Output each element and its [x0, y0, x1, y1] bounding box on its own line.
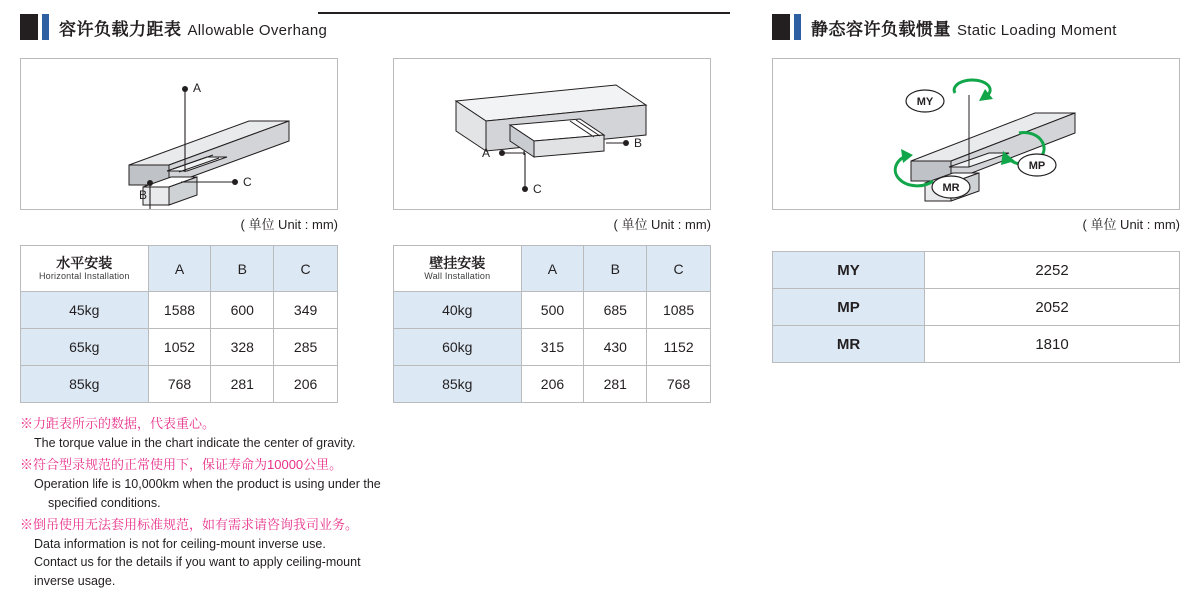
cell-value-a: 1588	[148, 292, 211, 329]
table-row	[21, 246, 338, 292]
header-cell-c: C	[274, 246, 338, 292]
header-label-cn: 壁挂安装	[429, 255, 486, 272]
table-row	[773, 326, 1180, 363]
table-row	[394, 366, 711, 403]
figure-moment-svg	[773, 59, 1179, 209]
cell-value-c: 768	[647, 366, 711, 403]
figure1-unit-label: ( 单位 Unit : mm)	[240, 217, 338, 232]
note-text-en: specified conditions.	[48, 495, 161, 510]
cell-value-my: 2252	[925, 252, 1180, 289]
table-horizontal-installation	[20, 245, 338, 403]
note-text-en: Data information is not for ceiling-mount inverse use.	[34, 536, 326, 551]
note-text-en: Contact us for the details if you want to apply ceiling-mount	[34, 555, 361, 570]
section-title-left-cn: 容许负载力距表	[59, 19, 182, 39]
table-row	[394, 246, 711, 292]
figure2-unit-label: ( 单位 Unit : mm)	[613, 217, 711, 232]
cell-value-c: 285	[274, 329, 338, 366]
figure-static-loading-moment	[772, 58, 1180, 210]
note-item	[20, 455, 540, 513]
cell-value-a: 768	[148, 366, 211, 403]
cell-value-a: 1052	[148, 329, 211, 366]
header-label-cn: 水平安装	[56, 255, 113, 272]
figure3-label-my: MY	[916, 96, 934, 108]
cell-row-label: 45kg	[21, 292, 149, 329]
figure3-unit-label: ( 单位 Unit : mm)	[1082, 217, 1180, 232]
note-text-en: Operation life is 10,000km when the product is using under the	[34, 477, 381, 492]
header-cell-install-type	[394, 246, 522, 292]
section-title-right	[811, 15, 1117, 40]
figure3-label-mp: MP	[1028, 160, 1046, 172]
cell-row-label: 85kg	[394, 366, 522, 403]
cell-row-label: 85kg	[21, 366, 149, 403]
cell-value-c: 206	[274, 366, 338, 403]
figure1-label-c: C	[243, 175, 252, 189]
table-horizontal-body	[21, 292, 338, 403]
table-row	[21, 329, 338, 366]
figure1-label-b: B	[139, 188, 148, 202]
figure2-label-a: A	[482, 146, 491, 160]
figure-wall-installation	[393, 58, 711, 210]
table-row	[773, 289, 1180, 326]
header-bar-blue-right	[794, 14, 801, 40]
section-header-left	[20, 14, 327, 40]
note-text-cn: ※倒吊使用无法套用标准规范，如有需求请咨询我司业务。	[20, 516, 359, 532]
cell-value-mp: 2052	[925, 289, 1180, 326]
cell-axis-mp: MP	[773, 289, 925, 326]
cell-value-a: 315	[521, 329, 584, 366]
header-rule-left	[318, 12, 730, 14]
note-text-en: The torque value in the chart indicate the center of gravity.	[34, 436, 356, 451]
figure-horizontal-installation	[20, 58, 338, 210]
cell-value-c: 349	[274, 292, 338, 329]
cell-value-b: 281	[211, 366, 274, 403]
note-text-en: inverse usage.	[34, 574, 116, 589]
header-label-en: Wall Installation	[424, 271, 491, 282]
table-wall-head	[394, 246, 711, 292]
table-row	[21, 366, 338, 403]
table-static-loading-moment	[772, 251, 1180, 363]
note-item	[20, 414, 540, 453]
table-moment-body	[773, 252, 1180, 363]
header-bar-dark-left	[20, 14, 38, 40]
cell-value-mr: 1810	[925, 326, 1180, 363]
note-text-cn: ※力距表所示的数据，代表重心。	[20, 416, 216, 431]
section-title-right-cn: 静态容许负载惯量	[811, 19, 951, 39]
header-bar-dark-right	[772, 14, 790, 40]
table-row	[394, 292, 711, 329]
section-title-left-en: Allowable Overhang	[187, 21, 328, 39]
notes-block	[20, 414, 540, 593]
section-title-left	[59, 15, 327, 40]
table-row	[773, 252, 1180, 289]
cell-axis-my: MY	[773, 252, 925, 289]
table-row	[394, 329, 711, 366]
cell-row-label: 65kg	[21, 329, 149, 366]
figure1-label-a: A	[193, 81, 202, 95]
figure-wall-svg	[394, 59, 710, 209]
note-text-cn: ※符合型录规范的正常使用下，保证寿命为10000公里。	[20, 456, 343, 472]
cell-value-b: 600	[211, 292, 274, 329]
cell-value-b: 328	[211, 329, 274, 366]
table-wall-installation	[393, 245, 711, 403]
cell-value-c: 1085	[647, 292, 711, 329]
cell-axis-mr: MR	[773, 326, 925, 363]
figure2-label-b: B	[634, 136, 643, 150]
table-wall-body	[394, 292, 711, 403]
note-item	[20, 515, 540, 591]
cell-value-c: 1152	[647, 329, 711, 366]
table-horizontal-head	[21, 246, 338, 292]
table-row	[21, 292, 338, 329]
figure3-label-mr: MR	[942, 182, 960, 194]
header-cell-install-type	[21, 246, 149, 292]
cell-value-a: 206	[521, 366, 584, 403]
figure-horizontal-svg	[21, 59, 337, 209]
header-cell-a: A	[148, 246, 211, 292]
cell-value-b: 430	[584, 329, 647, 366]
section-header-right	[772, 14, 1117, 40]
header-cell-b: B	[211, 246, 274, 292]
header-cell-b: B	[584, 246, 647, 292]
header-cell-a: A	[521, 246, 584, 292]
cell-row-label: 60kg	[394, 329, 522, 366]
figure2-label-c: C	[533, 182, 542, 196]
header-label-en: Horizontal Installation	[38, 271, 130, 282]
cell-row-label: 40kg	[394, 292, 522, 329]
cell-value-b: 685	[584, 292, 647, 329]
section-title-right-en: Static Loading Moment	[957, 21, 1117, 39]
cell-value-a: 500	[521, 292, 584, 329]
cell-value-b: 281	[584, 366, 647, 403]
header-cell-c: C	[647, 246, 711, 292]
header-bar-blue-left	[42, 14, 49, 40]
